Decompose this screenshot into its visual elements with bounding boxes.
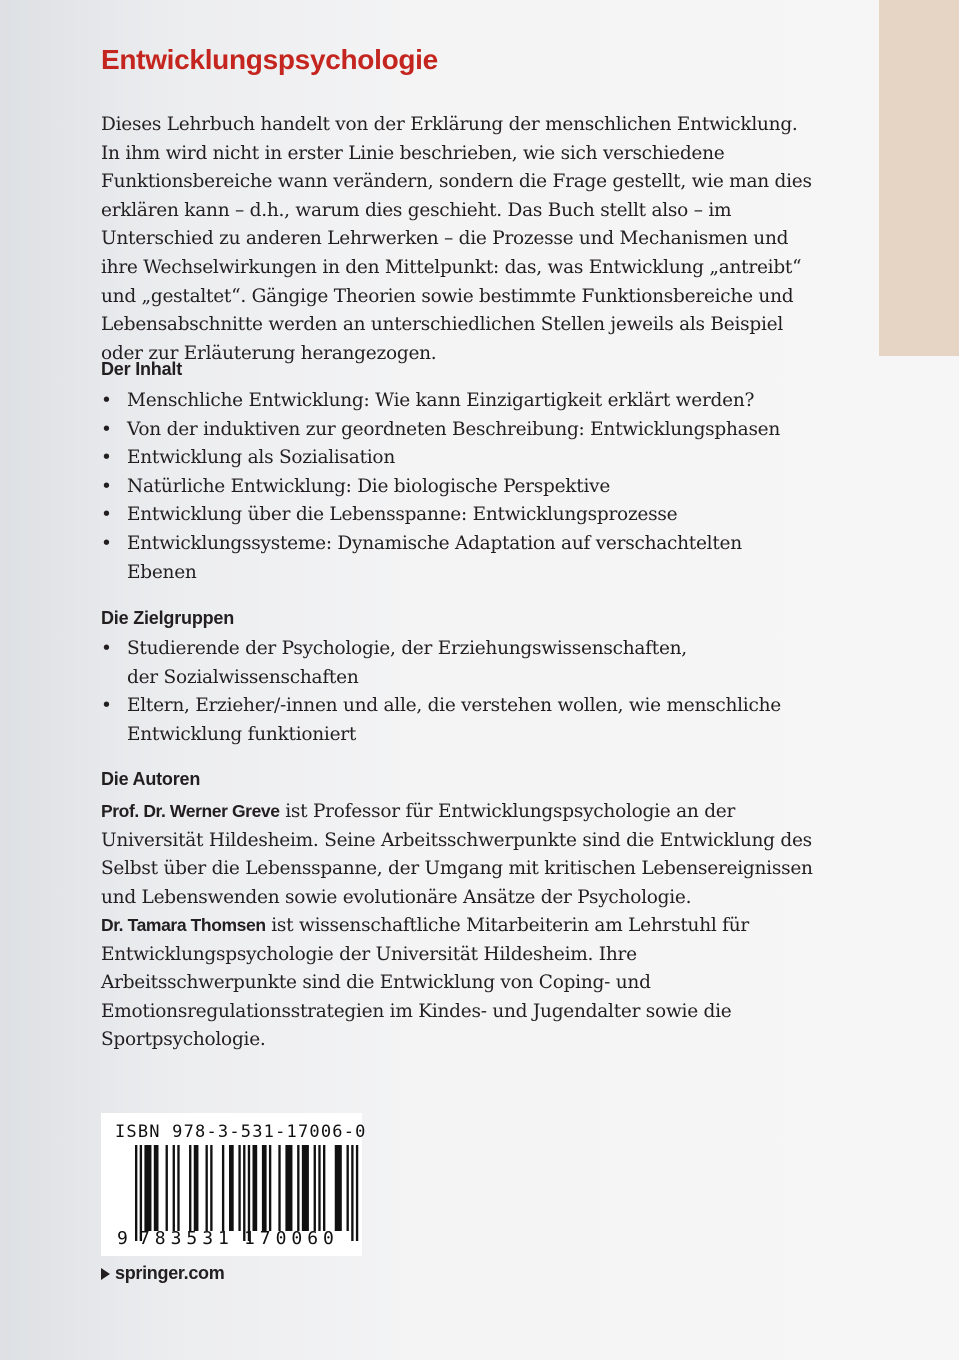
barcode-bar [189,1145,191,1231]
barcode-bar [356,1145,358,1241]
barcode-bar [194,1145,199,1231]
barcode-digit: 7 [259,1228,271,1249]
barcode-bar [351,1145,353,1241]
barcode-digit: 0 [275,1228,287,1249]
barcode-digit: 1 [244,1228,255,1249]
barcode-bar [297,1145,299,1231]
author-greve-name: Prof. Dr. Werner Greve [101,801,280,821]
list-item: • Menschliche Entwicklung: Wie kann Einzigartigkeit erklärt werden? [101,387,813,416]
barcode-bar [154,1145,159,1231]
side-color-tab [879,0,959,356]
barcode-bar [269,1145,271,1231]
barcode-bar [135,1145,137,1241]
author-thomsen-name: Dr. Tamara Thomsen [101,915,266,935]
barcode-bar [206,1145,208,1231]
list-item: • Entwicklung über die Lebensspanne: Entwicklungsprozesse [101,501,813,530]
list-item: • Studierende der Psychologie, der Erziehungswissenschaften, der Sozialwissenschaften [101,635,697,692]
barcode-digit: 6 [307,1228,319,1249]
isbn-label: ISBN 978-3-531-17006-0 [115,1122,367,1142]
barcode-bar [302,1145,309,1231]
springer-link[interactable] [101,1263,224,1284]
inhalt-heading: Der Inhalt [101,359,183,379]
barcode-bar [285,1145,292,1231]
barcode-bar [335,1145,342,1231]
barcode-bar [253,1145,258,1231]
barcode-digit: 1 [218,1228,229,1249]
barcode-digit: 5 [186,1228,198,1249]
barcode-bar [229,1145,234,1231]
list-item: • Entwicklung als Sozialisation [101,444,813,473]
barcode-bar [166,1145,168,1231]
barcode-digit: 9 [117,1228,128,1249]
barcode-bar [278,1145,280,1231]
barcode-bar [222,1145,224,1231]
zielgruppen-heading: Die Zielgruppen [101,608,235,628]
barcode-digit: 3 [202,1228,214,1249]
author-greve-bio [101,797,813,912]
barcode-digit: 3 [170,1228,182,1249]
list-item: • Eltern, Erzieher/-innen und alle, die verstehen wollen, wie menschliche Entwicklung funktioniert [101,692,797,749]
barcode-bar [262,1145,267,1231]
list-item: • Natürliche Entwicklung: Die biologische Perspektive [101,473,813,502]
arrow-right-icon [101,1268,110,1280]
autoren-heading: Die Autoren [101,769,201,789]
list-item: • Entwicklungssysteme: Dynamische Adaptation auf verschachtelten Ebenen [101,530,747,587]
book-title: Entwicklungspsychologie [101,44,438,75]
barcode-digits [115,1228,351,1252]
springer-url[interactable]: springer.com [115,1263,225,1283]
barcode-bar [323,1145,325,1231]
barcode-bar [243,1145,245,1241]
barcode-bar [177,1145,179,1231]
barcode-bar [210,1145,212,1231]
barcode-digit: 0 [291,1228,303,1249]
barcode-digit: 8 [154,1228,166,1249]
barcode-bar [347,1145,349,1231]
author-greve-text: ist Professor für Entwicklungspsychologie an der Universität Hildesheim. Seine Arbeitsschwerpunkte sind die Entwicklung des Selbst über die Lebensspanne, der Umgang mit kritischen Lebensereignissen und Lebenswenden sowie evolutionäre Ansätze der Psychologie. [101,801,813,908]
barcode-bar [248,1145,250,1241]
barcode-digit: 0 [323,1228,334,1249]
author-thomsen-text: ist wissenschaftliche Mitarbeiterin am Lehrstuhl für Entwicklungspsychologie der Universität Hildesheim. Ihre Arbeitsschwerpunkte sind die Entwicklung von Coping- und Emotionsregulationsstrategien im Kindes- und Jugendalter sowie die Sportpsychologie. [101,915,750,1051]
inhalt-list [101,387,813,587]
barcode-bar [173,1145,175,1231]
isbn-barcode-box [101,1113,367,1256]
zielgruppen-list [101,635,813,749]
barcode-bar [238,1145,240,1231]
list-item: • Von der induktiven zur geordneten Beschreibung: Entwicklungsphasen [101,416,813,445]
author-thomsen-bio [101,911,813,1055]
barcode-bar [140,1145,142,1241]
barcode-bar [318,1145,320,1231]
barcode-digit: 7 [139,1228,150,1249]
barcode-bar [314,1145,316,1231]
intro-paragraph: Dieses Lehrbuch handelt von der Erklärung der menschlichen Entwicklung. In ihm wird nicht in erster Linie beschrieben, wie sich verschiedene Funktionsbereiche wann verändern, sondern die Frage gestellt, wie man dies erklären kann – d.h., warum dies geschieht. Das Buch stellt also – im Unterschied zu anderen Lehrwerken – die Prozesse und Mechanismen und ihre Wechselwirkungen in den Mittelpunkt: das, was Entwicklung „antreibt“ und „gestaltet“. Gängige Theorien sowie bestimmte Funktionsbereiche und Lebensabschnitte werden an unterschiedlichen Stellen jeweils als Beispiel oder zur Erläuterung herangezogen. [101,114,812,364]
barcode-bar [144,1145,151,1231]
